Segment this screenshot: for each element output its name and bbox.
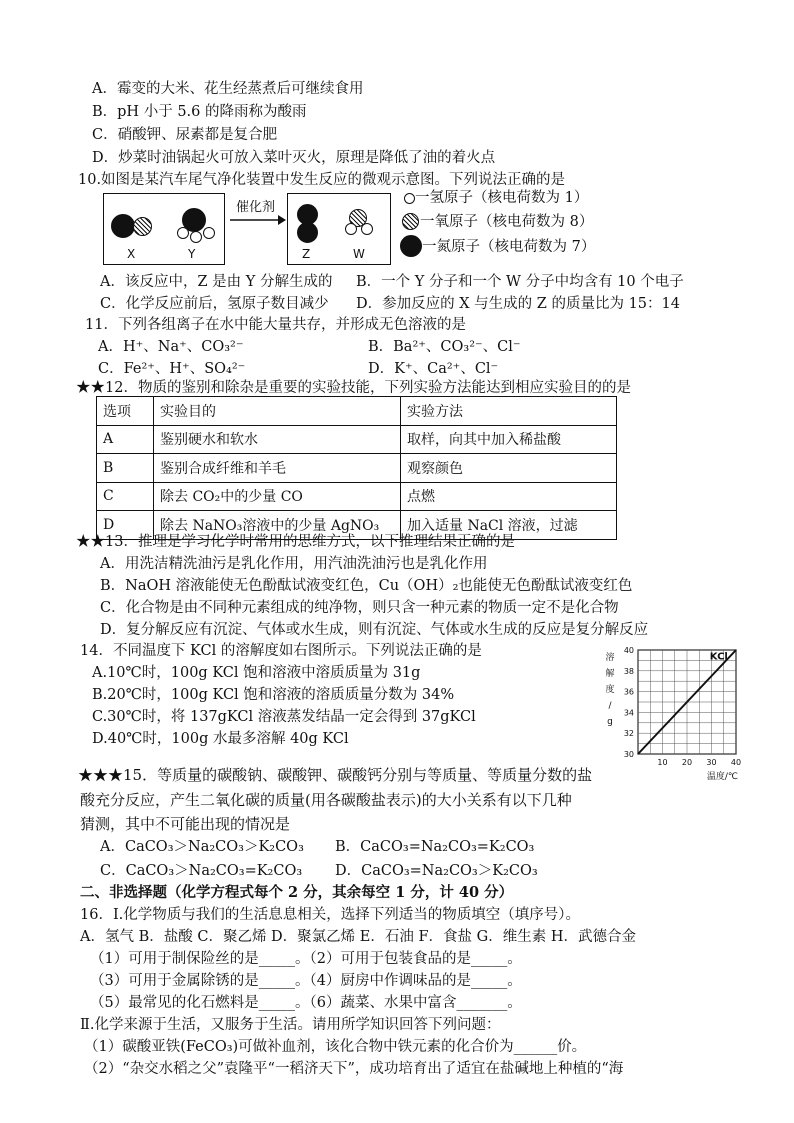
table-cell: 观察颜色 — [401, 454, 617, 483]
x-tick-label: 20 — [681, 758, 693, 767]
q16-part2-q2: （2）“杂交水稻之父”袁隆平“一稻济天下”，成功培育出了适宜在盐碱地上种植的“海 — [84, 1061, 624, 1077]
q11-stem: 11．下列各组离子在水中能大量共存，并形成无色溶液的是 — [85, 317, 466, 333]
hydrogen-atom-icon — [190, 231, 202, 243]
table-header: 选项 — [97, 397, 154, 426]
legend-hydrogen: 一氢原子（核电荷数为 1） — [415, 190, 589, 206]
table-cell: C — [97, 482, 154, 511]
q14-option-c: C.30℃时，将 137gKCl 溶液蒸发结晶一定会得到 37gKCl — [92, 709, 476, 725]
q10-option-c: C．化学反应前后，氢原子数目减少 — [100, 296, 329, 312]
q11-option-c: C．Fe²⁺、H⁺、SO₄²⁻ — [98, 361, 246, 377]
q15-stem-line2: 酸充分反应，产生二氧化碳的质量(用各碳酸盐表示)的大小关系有以下几种 — [80, 791, 572, 809]
q16-blank-line3: （5）最常见的化石燃料是_____。（6）蔬菜、水果中富含_______。 — [90, 995, 522, 1011]
q16-part2-q1: （1）碳酸亚铁(FeCO₃)可做补血剂，该化合物中铁元素的化合价为______价。 — [84, 1039, 587, 1055]
y-axis-label-char: g — [607, 717, 613, 727]
q9-option-c: C．硝酸钾、尿素都是复合肥 — [92, 127, 278, 143]
table-header: 实验目的 — [154, 397, 401, 426]
x-tick-label: 30 — [706, 758, 717, 767]
hydrogen-atom-icon — [361, 223, 373, 235]
y-tick-label: 34 — [623, 708, 634, 718]
table-header: 实验方法 — [401, 397, 617, 426]
table-cell: 鉴别硬水和软水 — [154, 425, 401, 454]
nitrogen-legend-icon — [400, 235, 422, 257]
q14-option-d: D.40℃时，100g 水最多溶解 40g KCl — [92, 731, 349, 747]
table-header-row — [97, 397, 617, 426]
q14-option-b: B.20℃时，100g KCl 饱和溶液的溶质质量分数为 34% — [92, 687, 455, 703]
hydrogen-atom-icon — [203, 227, 215, 239]
x-tick-label: 40 — [730, 758, 742, 767]
products-box — [287, 193, 391, 265]
table-row — [97, 454, 617, 483]
nitrogen-atom-icon — [111, 214, 135, 238]
q13-option-b: B．NaOH 溶液能使无色酚酞试液变红色，Cu（OH）₂也能使无色酚酞试液变红色 — [100, 578, 633, 594]
x-tick-label: 10 — [657, 758, 668, 767]
label-w: W — [353, 247, 365, 261]
y-tick-label: 38 — [623, 666, 634, 676]
experiment-table — [96, 396, 617, 540]
legend-nitrogen: 一氮原子（核电荷数为 7） — [422, 239, 596, 255]
q10-option-d: D．参加反应的 X 与生成的 Z 的质量比为 15：14 — [356, 296, 680, 312]
table-row — [97, 482, 617, 511]
q10-stem: 10.如图是某汽车尾气净化装置中发生反应的微观示意图。下列说法正确的是 — [78, 172, 566, 188]
y-tick-label: 40 — [623, 646, 634, 655]
table-row — [97, 425, 617, 454]
hydrogen-legend-icon — [404, 193, 415, 204]
q16-options: A．氢气 B．盐酸 C．聚乙烯 D．聚氯乙烯 E．石油 F．食盐 G．维生素 H．武德合金 — [80, 929, 636, 945]
q15-option-d: D．CaCO₃=Na₂CO₃＞K₂CO₃ — [335, 863, 538, 879]
q15-stem-line3: 猜测，其中不可能出现的情况是 — [80, 815, 291, 833]
hydrogen-atom-icon — [177, 227, 189, 239]
table-cell: D — [97, 511, 154, 540]
reactants-box — [103, 193, 225, 265]
q16-blank-line2: （3）可用于金属除锈的是_____。（4）厨房中作调味品的是_____。 — [90, 973, 522, 989]
table-cell: B — [97, 454, 154, 483]
q14-stem: 14．不同温度下 KCl 的溶解度如右图所示。下列说法正确的是 — [80, 643, 482, 659]
table-cell: 鉴别合成纤维和羊毛 — [154, 454, 401, 483]
q10-option-a: A．该反应中，Z 是由 Y 分解生成的 — [100, 274, 333, 290]
table-cell: 除去 NaNO₃溶液中的少量 AgNO₃ — [154, 511, 401, 540]
q10-option-b: B．一个 Y 分子和一个 W 分子中均含有 10 个电子 — [356, 274, 684, 290]
table-cell: 加入适量 NaCl 溶液，过滤 — [401, 511, 617, 540]
series-label: KCl — [709, 651, 728, 663]
label-x: X — [127, 247, 136, 261]
y-axis-label-char: 解 — [605, 669, 615, 679]
catalyst-label: 催化剂 — [236, 200, 276, 215]
q9-option-d: D．炒菜时油锅起火可放入菜叶灭火，原理是降低了油的着火点 — [92, 150, 496, 166]
q13-stem: ★★13．推理是学习化学时常用的思维方式，以下推理结果正确的是 — [76, 534, 515, 550]
y-tick-label: 30 — [623, 750, 634, 759]
hydrogen-atom-icon — [345, 223, 357, 235]
q9-option-a: A．霉变的大米、花生经蒸煮后可继续食用 — [92, 81, 364, 97]
q16-stem: 16．Ⅰ.化学物质与我们的生活息息相关，选择下列适当的物质填空（填序号）。 — [80, 907, 581, 923]
nitrogen-atom-icon — [297, 222, 318, 243]
q16-blank-line1: （1）可用于制保险丝的是_____。（2）可用于包装食品的是_____。 — [90, 951, 522, 967]
table-cell: 取样，向其中加入稀盐酸 — [401, 425, 617, 454]
kcl-solubility-chart — [600, 642, 740, 782]
q13-option-c: C．化合物是由不同种元素组成的纯净物，则只含一种元素的物质一定不是化合物 — [100, 600, 619, 616]
q9-option-b: B．pH 小于 5.6 的降雨称为酸雨 — [92, 104, 307, 120]
x-axis-label: 温度/℃ — [706, 772, 738, 782]
q15-stem-line1: ★★★15．等质量的碳酸钠、碳酸钾、碳酸钙分别与等质量、等质量分数的盐 — [78, 766, 593, 784]
y-tick-label: 32 — [623, 729, 634, 739]
q12-stem: ★★12．物质的鉴别和除杂是重要的实验技能，下列实验方法能达到相应实验目的的是 — [76, 380, 631, 396]
label-z: Z — [302, 247, 311, 261]
legend-oxygen: 一氧原子（核电荷数为 8） — [420, 214, 594, 230]
q11-option-a: A．H⁺、Na⁺、CO₃²⁻ — [98, 339, 244, 355]
q11-option-d: D．K⁺、Ca²⁺、Cl⁻ — [368, 361, 499, 377]
y-axis-label-char: 溶 — [605, 653, 615, 663]
oxygen-atom-icon — [133, 217, 152, 236]
q11-option-b: B．Ba²⁺、CO₃²⁻、Cl⁻ — [368, 339, 521, 355]
q13-option-a: A．用洗洁精洗油污是乳化作用，用汽油洗油污也是乳化作用 — [100, 556, 488, 572]
q13-option-d: D．复分解反应有沉淀、气体或水生成，则有沉淀、气体或水生成的反应是复分解反应 — [100, 622, 649, 638]
table-cell: A — [97, 425, 154, 454]
q16-part2-stem: Ⅱ.化学来源于生活，又服务于生活。请用所学知识回答下列问题： — [80, 1017, 501, 1033]
oxygen-legend-icon — [402, 213, 419, 230]
q15-option-c: C．CaCO₃＞Na₂CO₃=K₂CO₃ — [100, 863, 303, 879]
table-cell: 点燃 — [401, 482, 617, 511]
section-title: 二、非选择题（化学方程式每个 2 分，其余每空 1 分，计 40 分） — [80, 884, 514, 901]
q15-option-b: B．CaCO₃=Na₂CO₃=K₂CO₃ — [335, 839, 535, 855]
x-tick-labels — [657, 758, 741, 782]
label-y: Y — [188, 247, 196, 261]
y-tick-label: 36 — [623, 687, 634, 697]
y-axis-label-char: / — [608, 701, 612, 711]
q15-option-a: A．CaCO₃＞Na₂CO₃＞K₂CO₃ — [100, 839, 304, 855]
q14-option-a: A.10℃时，100g KCl 饱和溶液中溶质质量为 31g — [92, 665, 421, 681]
y-axis-label-char: 度 — [605, 685, 615, 695]
reaction-arrow-icon — [226, 214, 288, 226]
table-cell: 除去 CO₂中的少量 CO — [154, 482, 401, 511]
y-tick-labels — [624, 646, 634, 759]
y-axis-label — [605, 651, 614, 727]
